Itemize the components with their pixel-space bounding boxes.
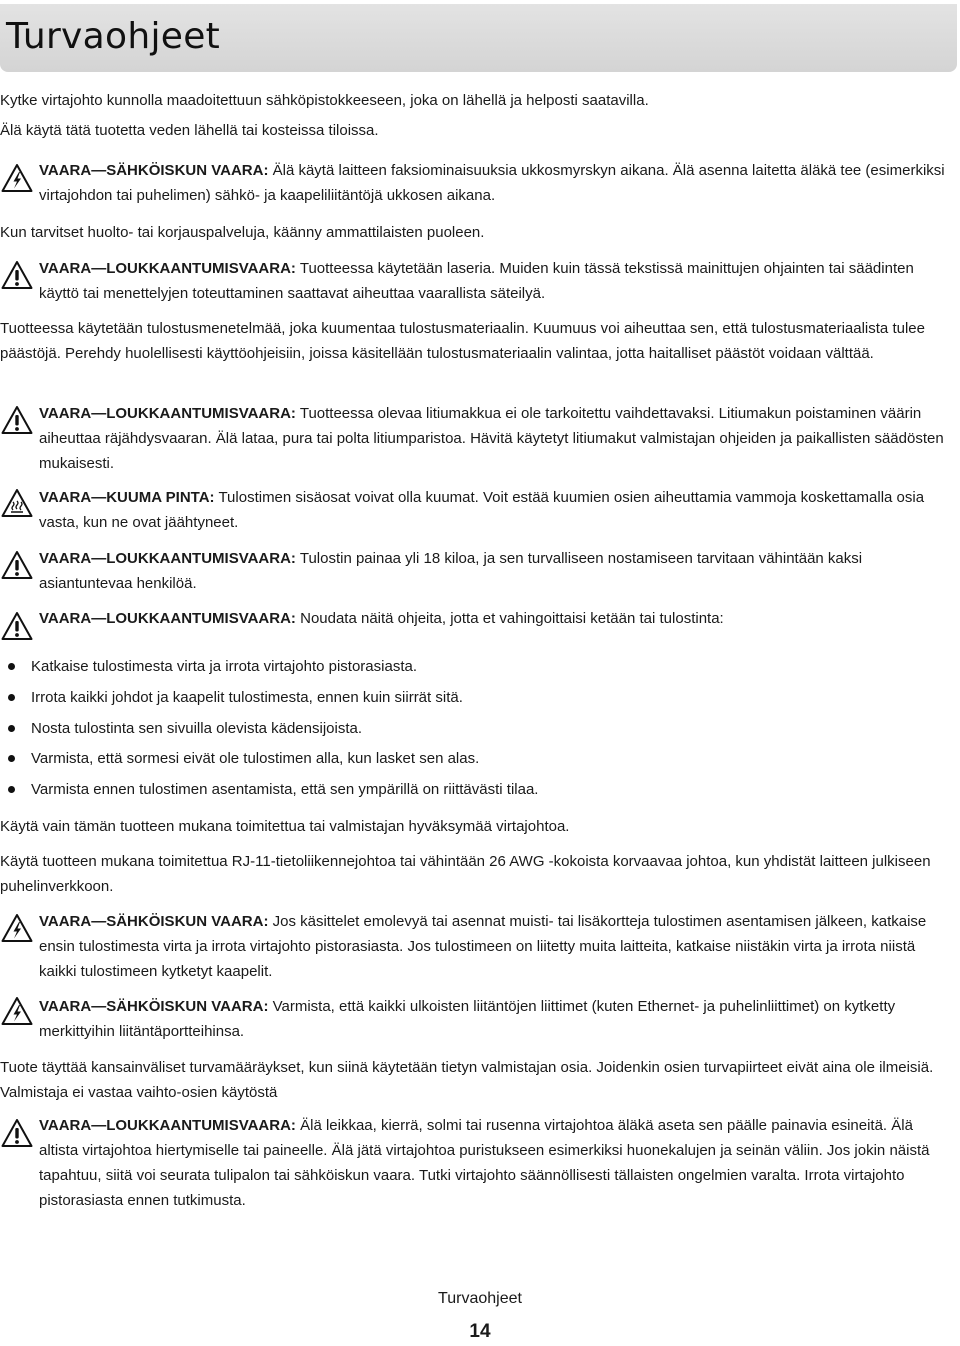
warning-text: Tulostimen sisäosat voivat olla kuumat. Voit estää kuumien osien aiheuttamia vammoja koskettamalla osia vasta, kun ne ovat jäähtyneet. xyxy=(39,489,925,531)
warning-text: Tulostin painaa yli 18 kiloa, ja sen turvalliseen nostamiseen tarvitaan vähintään kaksi asiantuntevaa henkilöä. xyxy=(39,550,863,592)
warning-shock-board xyxy=(0,909,956,984)
warning-text: Noudata näitä ohjeita, jotta et vahingoittaisi ketään tai tulostinta: xyxy=(295,610,724,627)
warning-label: VAARA—LOUKKAANTUMISVAARA: xyxy=(39,405,296,422)
bullet-icon xyxy=(8,725,15,732)
warning-power-cord xyxy=(0,1113,956,1213)
warning-label: VAARA—SÄHKÖISKUN VAARA: xyxy=(39,998,269,1015)
title-bar xyxy=(0,4,957,72)
paragraph-print-media: Tuotteessa käytetään tulostusmenetelmää, joka kuumentaa tulostusmateriaalin. Kuumuus voi aiheuttaa sen, että tulostusmateriaalista tulee päästöjä. Perehdy huolellisesti käyttöohjeisiin, joissa käsitellään tulostusmateriaalin valintaa, jotta haitalliset päästöt voidaan välttää. xyxy=(0,320,925,362)
warning-text: Jos käsittelet emolevyä tai asennat muisti- tai lisäkortteja tulostimen asentamisen jälkeen, katkaise ensin tulostimesta virta ja irrota virtajohto pistorasiasta. Jos tulostimeen on liitetty muita laitteita, katkaise niistäkin virta ja irrota niistä kaikki tulostimeen kytketyt kaapelit. xyxy=(39,913,927,980)
warning-text: Älä leikkaa, kierrä, solmi tai rusenna virtajohtoa äläkä aseta sen päälle painavia esineitä. Älä altista virtajohtoa hiertymiselle tai paineelle. Älä jätä virtajohtoa puristukseen esimerkiksi huonekalujen ja seinän väliin. Jos jokin näistä tapahtuu, siitä voi seurata tulipalon tai sähköiskun vaara. Tutki virtajohto säännöllisesti tällaisten ongelmien varalta. Irrota virtajohto pistorasiasta ennen tutkimusta. xyxy=(39,1117,930,1209)
paragraph-telecom-cord: Käytä tuotteen mukana toimitettua RJ-11-tietoliikennejohtoa tai vähintään 26 AWG -kokoista korvaavaa johtoa, kun yhdistät laitteen julkiseen puhelinverkkoon. xyxy=(0,853,931,895)
paragraph-service: Kun tarvitset huolto- tai korjauspalveluja, käänny ammattilaisten puoleen. xyxy=(0,224,485,241)
warning-label: VAARA—SÄHKÖISKUN VAARA: xyxy=(39,162,269,179)
warning-label: VAARA—LOUKKAANTUMISVAARA: xyxy=(39,610,296,627)
footer-section: Turvaohjeet xyxy=(438,1290,522,1307)
warning-shock-connectors xyxy=(0,994,956,1044)
paragraph-grounded-outlet: Kytke virtajohto kunnolla maadoitettuun sähköpistokkeeseen, joka on lähellä ja helposti saatavilla. xyxy=(0,92,649,109)
warning-text: Älä käytä laitteen faksiominaisuuksia ukkosmyrskyn aikana. Älä asenna laitetta äläkä tee (esimerkiksi virtajohdon tai puhelimen) sähkö- ja kaapeliliitäntöjä ukkosen aikana. xyxy=(39,162,945,204)
bullet-icon xyxy=(8,694,15,701)
paragraph-compliance: Tuote täyttää kansainväliset turvamääräykset, kun siinä käytetään tietyn valmistajan osia. Joidenkin osien turvapiirteet eivät aina ole ilmeisiä. Valmistaja ei vastaa vaihto-osien käytöstä xyxy=(0,1059,934,1101)
paragraph-water: Älä käytä tätä tuotetta veden lähellä tai kosteissa tiloissa. xyxy=(0,122,379,139)
page-title: Turvaohjeet xyxy=(6,16,221,57)
page-number: 14 xyxy=(469,1321,491,1342)
bullet-icon xyxy=(8,755,15,762)
warning-moving xyxy=(0,606,956,631)
bullet-icon xyxy=(8,663,15,670)
warning-label: VAARA—KUUMA PINTA: xyxy=(39,489,215,506)
warning-text: Tuotteessa käytetään laseria. Muiden kuin tässä tekstissä mainittujen ohjainten tai säädinten käyttö tai menettelyjen toteuttaminen saattavat aiheuttaa vaarallista säteilyä. xyxy=(39,260,914,302)
warning-label: VAARA—LOUKKAANTUMISVAARA: xyxy=(39,260,296,277)
warning-shock-fax xyxy=(0,158,956,208)
warning-text: Tuotteessa olevaa litiumakkua ei ole tarkoitettu vaihdettavaksi. Litiumakun poistaminen väärin aiheuttaa räjähdysvaaran. Älä lataa, pura tai polta litiumparistoa. Hävitä käytetyt litiumakut valmistajan ohjeiden ja paikallisten säädösten mukaisesti. xyxy=(39,405,944,472)
bullet-icon xyxy=(8,786,15,793)
warning-laser xyxy=(0,256,956,306)
paragraph-power-cord: Käytä vain tämän tuotteen mukana toimitettua tai valmistajan hyväksymää virtajohtoa. xyxy=(0,818,570,835)
warning-hot-surface xyxy=(0,485,956,535)
warning-label: VAARA—SÄHKÖISKUN VAARA: xyxy=(39,913,269,930)
warning-text: Varmista, että kaikki ulkoisten liitäntöjen liittimet (kuten Ethernet- ja puhelinliittimet) on kytketty merkittyihin liitäntäportteihinsa. xyxy=(39,998,896,1040)
warning-weight xyxy=(0,546,956,596)
warning-label: VAARA—LOUKKAANTUMISVAARA: xyxy=(39,550,296,567)
warning-label: VAARA—LOUKKAANTUMISVAARA: xyxy=(39,1117,296,1134)
warning-lithium xyxy=(0,401,956,476)
